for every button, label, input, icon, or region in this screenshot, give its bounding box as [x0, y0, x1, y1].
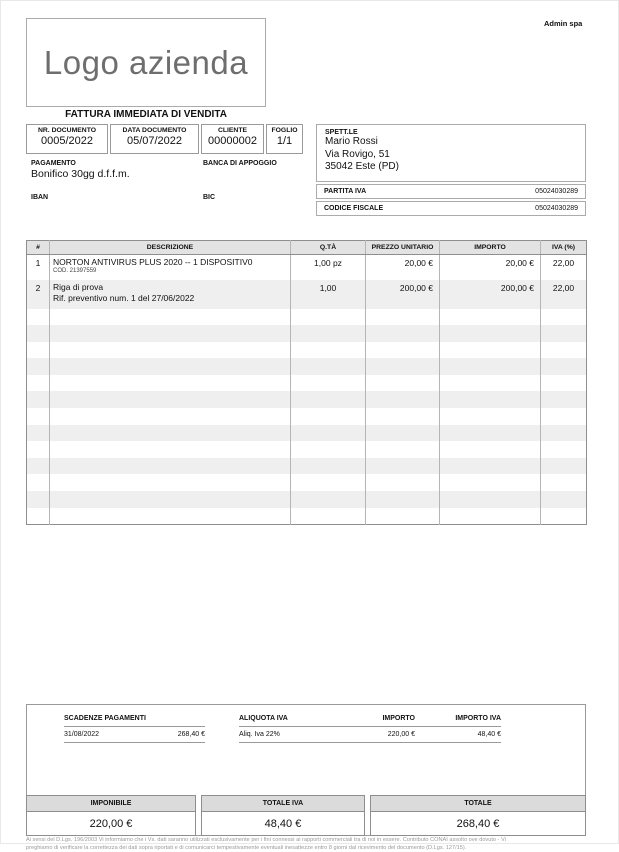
items-header-row [27, 241, 587, 255]
client-code-value: 00000002 [202, 135, 263, 147]
table-row [27, 280, 587, 309]
empty-table-row [27, 375, 587, 392]
empty-table-row [27, 309, 587, 326]
bic-label: BIC [203, 194, 215, 201]
payment-label: PAGAMENTO [31, 160, 76, 167]
col-header-amount: IMPORTO [440, 241, 541, 255]
col-header-vat: IVA (%) [541, 241, 587, 255]
item-description: NORTON ANTIVIRUS PLUS 2020 -- 1 DISPOSITIV0 [53, 257, 287, 267]
codice-fiscale-label: CODICE FISCALE [324, 205, 383, 212]
vat-base-header: IMPORTO [325, 715, 415, 722]
sheet-label: FOGLIO [267, 127, 302, 134]
empty-table-row [27, 391, 587, 408]
totale-label: TOTALE [371, 796, 585, 812]
vat-amount: 48,40 € [415, 731, 501, 738]
col-header-qty: Q.TÀ [291, 241, 366, 255]
col-header-num: # [27, 241, 50, 255]
doc-number-label: NR. DOCUMENTO [27, 127, 107, 134]
customer-address-1: Via Rovigo, 51 [325, 149, 577, 162]
empty-table-row [27, 508, 587, 525]
summary-box [26, 704, 586, 836]
vat-rate-header: ALIQUOTA IVA [239, 715, 325, 722]
company-logo [26, 18, 266, 107]
empty-table-row [27, 474, 587, 491]
empty-table-row [27, 491, 587, 508]
payment-value: Bonifico 30gg d.f.f.m. [31, 168, 130, 180]
empty-table-row [27, 325, 587, 342]
totale-iva-cell [201, 795, 365, 836]
empty-table-row [27, 458, 587, 475]
customer-name: Mario Rossi [325, 136, 577, 149]
item-unit-price: 200,00 € [366, 280, 440, 309]
legal-line-1: Ai sensi del D.Lgs. 196/2003 Vi informiamo che i Vs. dati saranno utilizzati esclusivamente per i fini connessi ai rapporti commerciali tra di noi in essere. Contributo CONAI assolto ove dovuto - Vi [26, 837, 592, 845]
payment-schedule [64, 715, 205, 743]
item-vat: 22,00 [541, 255, 587, 280]
empty-table-row [27, 425, 587, 442]
item-qty: 1,00 [291, 280, 366, 309]
vat-amount-header: IMPORTO IVA [415, 715, 501, 722]
vat-summary [239, 715, 501, 743]
totals-bar [26, 795, 586, 836]
customer-address-box [316, 124, 586, 182]
customer-address-2: 35042 Este (PD) [325, 161, 577, 174]
item-num: 1 [27, 255, 50, 280]
col-header-description: DESCRIZIONE [50, 241, 291, 255]
empty-table-row [27, 358, 587, 375]
doc-date-label: DATA DOCUMENTO [111, 127, 198, 134]
item-description: Riga di prova [53, 282, 287, 292]
doc-date-box [110, 124, 199, 154]
item-amount: 20,00 € [440, 255, 541, 280]
totale-iva-label: TOTALE IVA [202, 796, 364, 812]
item-vat: 22,00 [541, 280, 587, 309]
payment-schedule-title: SCADENZE PAGAMENTI [64, 715, 205, 727]
item-amount: 200,00 € [440, 280, 541, 309]
vat-rate: Aliq. Iva 22% [239, 731, 325, 738]
totale-iva-value: 48,40 € [202, 812, 364, 835]
document-title: FATTURA IMMEDIATA DI VENDITA [26, 109, 266, 120]
payment-schedule-row [64, 727, 205, 743]
totale-cell [370, 795, 586, 836]
doc-number-box [26, 124, 108, 154]
doc-number-value: 0005/2022 [27, 135, 107, 147]
sheet-value: 1/1 [267, 135, 302, 147]
item-qty: 1,00 pz [291, 255, 366, 280]
iban-label: IBAN [31, 194, 48, 201]
item-num: 2 [27, 280, 50, 309]
codice-fiscale-value: 05024030289 [535, 205, 578, 212]
imponibile-label: IMPONIBILE [27, 796, 195, 812]
document-info-row [26, 124, 303, 154]
logo-text: Logo azienda [44, 44, 248, 82]
totale-value: 268,40 € [371, 812, 585, 835]
item-description-cell [50, 255, 291, 280]
partita-iva-value: 05024030289 [535, 188, 578, 195]
empty-table-row [27, 441, 587, 458]
item-unit-price: 20,00 € [366, 255, 440, 280]
spettle-label: SPETT.LE [325, 129, 577, 136]
imponibile-cell [26, 795, 196, 836]
item-code: COD. 21397559 [53, 268, 287, 274]
client-code-label: CLIENTE [202, 127, 263, 134]
vat-base: 220,00 € [325, 731, 415, 738]
legal-fine-print [26, 837, 592, 852]
legal-line-2: preghiamo di verificare la correttezza dei dati sopra riportati e di comunicarci tempestivamente eventuali inesattezze entro 8 giorni dal ricevimento del documento (D.Lgs. 127/15). [26, 845, 592, 852]
vat-summary-row [239, 727, 501, 743]
vat-summary-header [239, 715, 501, 727]
partita-iva-label: PARTITA IVA [324, 188, 366, 195]
empty-table-row [27, 342, 587, 359]
company-name: Admin spa [544, 19, 582, 28]
col-header-unit-price: PREZZO UNITARIO [366, 241, 440, 255]
items-table [26, 240, 587, 525]
partita-iva-box [316, 184, 586, 199]
codice-fiscale-box [316, 201, 586, 216]
item-description-cell [50, 280, 291, 309]
table-row [27, 255, 587, 280]
bank-label: BANCA DI APPOGGIO [203, 160, 277, 167]
item-reference: Rif. preventivo num. 1 del 27/06/2022 [53, 293, 287, 303]
doc-date-value: 05/07/2022 [111, 135, 198, 147]
due-amount: 268,40 € [178, 731, 205, 738]
imponibile-value: 220,00 € [27, 812, 195, 835]
empty-table-row [27, 408, 587, 425]
sheet-box [266, 124, 303, 154]
client-code-box [201, 124, 264, 154]
due-date: 31/08/2022 [64, 731, 99, 738]
